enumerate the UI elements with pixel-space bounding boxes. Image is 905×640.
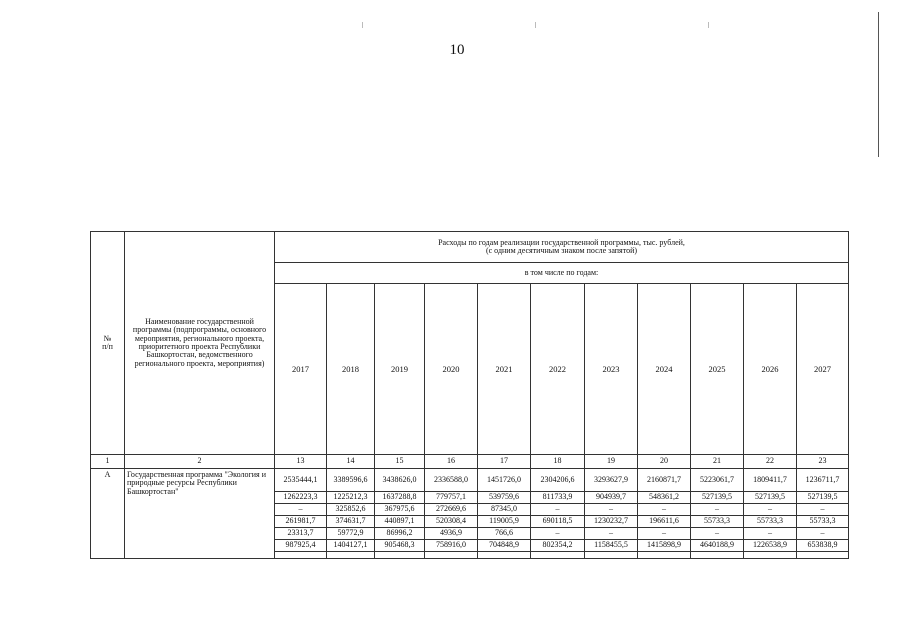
table-cell: 119005,9 bbox=[478, 516, 531, 528]
table-cell: – bbox=[275, 504, 327, 516]
table-cell: – bbox=[585, 504, 638, 516]
table-cell: 55733,3 bbox=[797, 516, 849, 528]
table-cell: 3389596,6 bbox=[327, 469, 375, 492]
year-header: 2027 bbox=[797, 284, 849, 455]
table-cell: 1236711,7 bbox=[797, 469, 849, 492]
year-header: 2020 bbox=[425, 284, 478, 455]
table-cell: 1809411,7 bbox=[744, 469, 797, 492]
table-cell: – bbox=[691, 504, 744, 516]
table-cell: 520308,4 bbox=[425, 516, 478, 528]
year-header: 2022 bbox=[531, 284, 585, 455]
table-cell: – bbox=[531, 528, 585, 540]
table-cell: 59772,9 bbox=[327, 528, 375, 540]
table-cell-empty bbox=[638, 552, 691, 559]
year-header: 2018 bbox=[327, 284, 375, 455]
table-cell: 2336588,0 bbox=[425, 469, 478, 492]
table-cell: 2160871,7 bbox=[638, 469, 691, 492]
table-cell: 758916,0 bbox=[425, 540, 478, 552]
table-cell: 690118,5 bbox=[531, 516, 585, 528]
table-cell: 261981,7 bbox=[275, 516, 327, 528]
table-cell: 272669,6 bbox=[425, 504, 478, 516]
table-cell: – bbox=[797, 528, 849, 540]
table-cell-empty bbox=[691, 552, 744, 559]
table-cell: 55733,3 bbox=[691, 516, 744, 528]
table-cell-empty bbox=[375, 552, 425, 559]
table-row bbox=[91, 469, 849, 492]
table-cell: 87345,0 bbox=[478, 504, 531, 516]
table-cell: 811733,9 bbox=[531, 492, 585, 504]
year-header: 2017 bbox=[275, 284, 327, 455]
table-cell: 653838,9 bbox=[797, 540, 849, 552]
table-cell-empty bbox=[585, 552, 638, 559]
header-number: № п/п bbox=[91, 232, 125, 455]
table-cell-empty bbox=[478, 552, 531, 559]
table-cell: 4936,9 bbox=[425, 528, 478, 540]
column-index: 21 bbox=[691, 455, 744, 469]
year-header: 2025 bbox=[691, 284, 744, 455]
table-cell: 1637288,8 bbox=[375, 492, 425, 504]
table-cell: 2535444,1 bbox=[275, 469, 327, 492]
header-name: Наименование государственной программы (подпрограммы, основного мероприятия, регионального проекта, приоритетного проекта Республики Башкортостан, ведомственного регионального проекта, мероприятия) bbox=[125, 232, 275, 455]
scan-tick-mark bbox=[708, 22, 709, 28]
scan-edge-line bbox=[878, 12, 879, 157]
table-cell-empty bbox=[275, 552, 327, 559]
column-index: 13 bbox=[275, 455, 327, 469]
column-index: 23 bbox=[797, 455, 849, 469]
table-cell: 374631,7 bbox=[327, 516, 375, 528]
table-cell: 548361,2 bbox=[638, 492, 691, 504]
table-cell: 3293627,9 bbox=[585, 469, 638, 492]
table-cell: 766,6 bbox=[478, 528, 531, 540]
column-index: 16 bbox=[425, 455, 478, 469]
table-cell: 440897,1 bbox=[375, 516, 425, 528]
table-cell-empty bbox=[327, 552, 375, 559]
table-cell: 23313,7 bbox=[275, 528, 327, 540]
column-index: 17 bbox=[478, 455, 531, 469]
table-cell: – bbox=[744, 528, 797, 540]
column-index: 15 bbox=[375, 455, 425, 469]
scan-tick-mark bbox=[535, 22, 536, 28]
column-index: 19 bbox=[585, 455, 638, 469]
column-index: 18 bbox=[531, 455, 585, 469]
table-cell: – bbox=[691, 528, 744, 540]
table-cell: 779757,1 bbox=[425, 492, 478, 504]
table-cell: 5223061,7 bbox=[691, 469, 744, 492]
table-cell: – bbox=[585, 528, 638, 540]
header-expenses: Расходы по годам реализации государственной программы, тыс. рублей, (с одним десятичным знаком после запятой) bbox=[275, 232, 849, 263]
program-name: Государственная программа "Экология и природные ресурсы Республики Башкортостан" bbox=[125, 469, 275, 559]
column-index: 14 bbox=[327, 455, 375, 469]
table-cell: – bbox=[744, 504, 797, 516]
table-cell: 527139,5 bbox=[797, 492, 849, 504]
column-index: 2 bbox=[125, 455, 275, 469]
table-cell: 527139,5 bbox=[691, 492, 744, 504]
table-cell: 55733,3 bbox=[744, 516, 797, 528]
table-cell: 1158455,5 bbox=[585, 540, 638, 552]
program-code: А bbox=[91, 469, 125, 559]
table-cell: 1225212,3 bbox=[327, 492, 375, 504]
table-cell-empty bbox=[531, 552, 585, 559]
table-cell: 905468,3 bbox=[375, 540, 425, 552]
table-cell: – bbox=[638, 504, 691, 516]
column-index: 1 bbox=[91, 455, 125, 469]
table-cell: 2304206,6 bbox=[531, 469, 585, 492]
table-cell: 367975,6 bbox=[375, 504, 425, 516]
table-cell: 1262223,3 bbox=[275, 492, 327, 504]
page-number: 10 bbox=[449, 42, 465, 58]
table-cell: 802354,2 bbox=[531, 540, 585, 552]
table-cell: 3438626,0 bbox=[375, 469, 425, 492]
year-header: 2021 bbox=[478, 284, 531, 455]
table-cell-empty bbox=[797, 552, 849, 559]
table-cell: 196611,6 bbox=[638, 516, 691, 528]
table-cell: 704848,9 bbox=[478, 540, 531, 552]
budget-table bbox=[90, 231, 849, 559]
year-header: 2024 bbox=[638, 284, 691, 455]
table-cell: 86996,2 bbox=[375, 528, 425, 540]
column-index: 20 bbox=[638, 455, 691, 469]
table-cell: 539759,6 bbox=[478, 492, 531, 504]
year-header: 2023 bbox=[585, 284, 638, 455]
table-cell: – bbox=[638, 528, 691, 540]
table-cell: 1226538,9 bbox=[744, 540, 797, 552]
table-cell: 1451726,0 bbox=[478, 469, 531, 492]
table-cell: – bbox=[531, 504, 585, 516]
table-cell: 1230232,7 bbox=[585, 516, 638, 528]
table-cell: 987925,4 bbox=[275, 540, 327, 552]
table-cell: 325852,6 bbox=[327, 504, 375, 516]
table-cell: 904939,7 bbox=[585, 492, 638, 504]
table-cell: – bbox=[797, 504, 849, 516]
table-cell: 4640188,9 bbox=[691, 540, 744, 552]
table-cell-empty bbox=[744, 552, 797, 559]
table-cell: 1415898,9 bbox=[638, 540, 691, 552]
scan-tick-mark bbox=[362, 22, 363, 28]
table-cell-empty bbox=[425, 552, 478, 559]
year-header: 2026 bbox=[744, 284, 797, 455]
table-cell: 527139,5 bbox=[744, 492, 797, 504]
table-cell: 1404127,1 bbox=[327, 540, 375, 552]
year-header: 2019 bbox=[375, 284, 425, 455]
header-by-years: в том числе по годам: bbox=[275, 263, 849, 284]
column-index: 22 bbox=[744, 455, 797, 469]
